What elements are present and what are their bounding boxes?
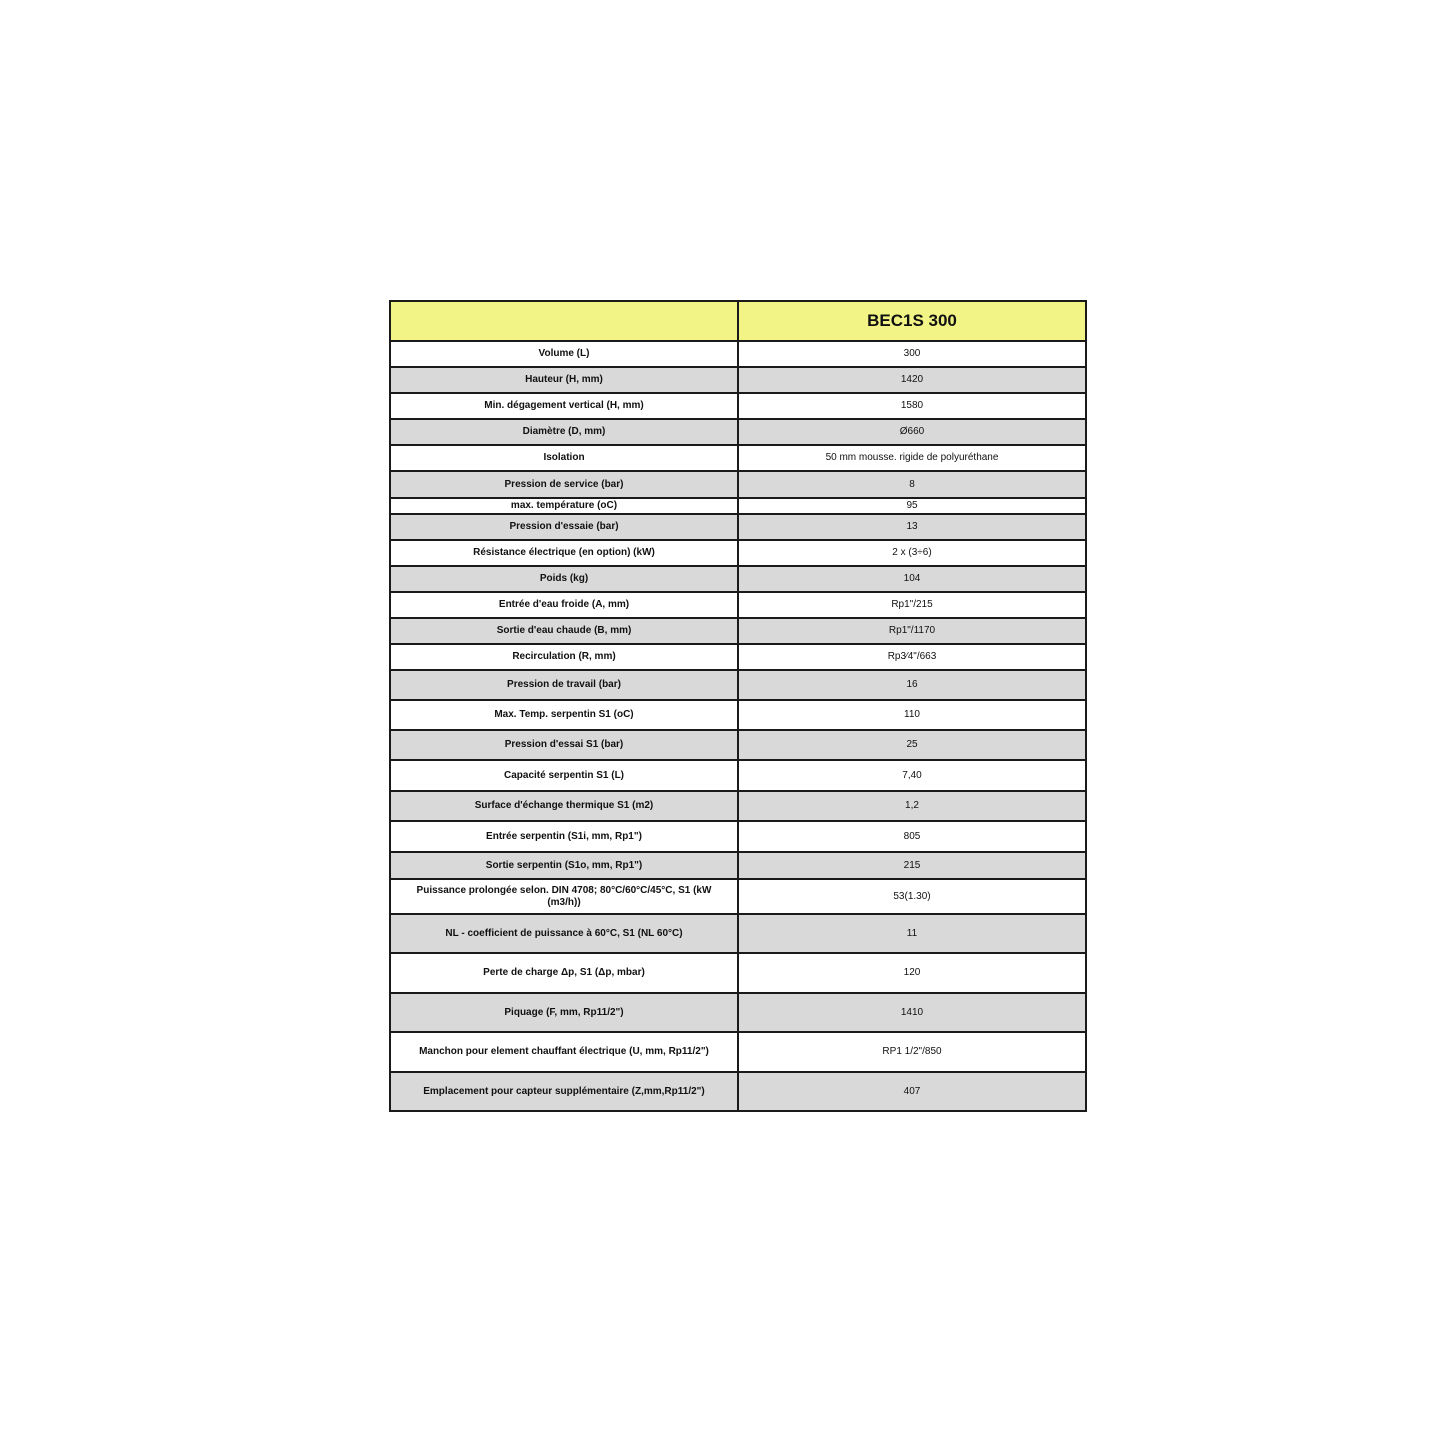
spec-label: Pression d'essaie (bar)	[390, 514, 738, 540]
table-row	[390, 341, 1086, 367]
table-row	[390, 760, 1086, 791]
spec-value: 215	[738, 852, 1086, 879]
spec-value: 805	[738, 821, 1086, 852]
spec-value: 11	[738, 914, 1086, 953]
spec-label: Emplacement pour capteur supplémentaire (Z,mm,Rp11/2")	[390, 1072, 738, 1111]
spec-label: Isolation	[390, 445, 738, 471]
spec-body	[390, 341, 1086, 1111]
table-row	[390, 367, 1086, 393]
spec-value: Ø660	[738, 419, 1086, 445]
table-row	[390, 419, 1086, 445]
table-row	[390, 791, 1086, 821]
spec-label: Hauteur (H, mm)	[390, 367, 738, 393]
spec-label: Piquage (F, mm, Rp11/2")	[390, 993, 738, 1032]
spec-value: 95	[738, 498, 1086, 514]
spec-value: 13	[738, 514, 1086, 540]
spec-value: RP1 1/2"/850	[738, 1032, 1086, 1072]
spec-value: 110	[738, 700, 1086, 730]
spec-label: Puissance prolongée selon. DIN 4708; 80°C/60°C/45°C, S1 (kW (m3/h))	[390, 879, 738, 914]
spec-value: 1,2	[738, 791, 1086, 821]
table-row	[390, 993, 1086, 1032]
table-row	[390, 1032, 1086, 1072]
table-row	[390, 730, 1086, 760]
table-row	[390, 471, 1086, 498]
spec-label: Surface d'échange thermique S1 (m2)	[390, 791, 738, 821]
spec-value: 1580	[738, 393, 1086, 419]
spec-label: Manchon pour element chauffant électrique (U, mm, Rp11/2")	[390, 1032, 738, 1072]
spec-label: Max. Temp. serpentin S1 (oC)	[390, 700, 738, 730]
spec-value: 2 x (3÷6)	[738, 540, 1086, 566]
table-row	[390, 914, 1086, 953]
table-row	[390, 953, 1086, 993]
spec-label: Résistance électrique (en option) (kW)	[390, 540, 738, 566]
spec-label: Recirculation (R, mm)	[390, 644, 738, 670]
spec-label: Perte de charge Δp, S1 (Δp, mbar)	[390, 953, 738, 993]
spec-value: 50 mm mousse. rigide de polyuréthane	[738, 445, 1086, 471]
spec-value: 16	[738, 670, 1086, 700]
spec-value: 7,40	[738, 760, 1086, 791]
spec-value: 25	[738, 730, 1086, 760]
spec-label: Min. dégagement vertical (H, mm)	[390, 393, 738, 419]
table-row	[390, 1072, 1086, 1111]
spec-value: 1420	[738, 367, 1086, 393]
spec-table	[389, 300, 1087, 1112]
spec-value: 407	[738, 1072, 1086, 1111]
spec-value: Rp1"/1170	[738, 618, 1086, 644]
spec-value: 1410	[738, 993, 1086, 1032]
header-row	[390, 301, 1086, 341]
table-row	[390, 670, 1086, 700]
table-row	[390, 514, 1086, 540]
spec-value: 120	[738, 953, 1086, 993]
spec-value: 53(1.30)	[738, 879, 1086, 914]
table-row	[390, 879, 1086, 914]
table-row	[390, 566, 1086, 592]
spec-value: Rp3⁄4"/663	[738, 644, 1086, 670]
spec-value: 104	[738, 566, 1086, 592]
spec-label: Sortie serpentin (S1o, mm, Rp1")	[390, 852, 738, 879]
spec-label: Poids (kg)	[390, 566, 738, 592]
spec-value: Rp1"/215	[738, 592, 1086, 618]
spec-value: 300	[738, 341, 1086, 367]
table-row	[390, 498, 1086, 514]
spec-label: Volume (L)	[390, 341, 738, 367]
spec-label: Diamètre (D, mm)	[390, 419, 738, 445]
spec-label: max. température (oC)	[390, 498, 738, 514]
header-label-cell	[390, 301, 738, 341]
table-row	[390, 821, 1086, 852]
table-row	[390, 592, 1086, 618]
table-row	[390, 393, 1086, 419]
spec-label: Entrée serpentin (S1i, mm, Rp1")	[390, 821, 738, 852]
table-row	[390, 618, 1086, 644]
table-row	[390, 700, 1086, 730]
spec-label: Pression d'essai S1 (bar)	[390, 730, 738, 760]
table-row	[390, 852, 1086, 879]
spec-label: NL - coefficient de puissance à 60°C, S1 (NL 60°C)	[390, 914, 738, 953]
spec-label: Entrée d'eau froide (A, mm)	[390, 592, 738, 618]
table-row	[390, 445, 1086, 471]
table-row	[390, 644, 1086, 670]
table-row	[390, 540, 1086, 566]
spec-label: Capacité serpentin S1 (L)	[390, 760, 738, 791]
spec-label: Sortie d'eau chaude (B, mm)	[390, 618, 738, 644]
spec-value: 8	[738, 471, 1086, 498]
header-model-cell: BEC1S 300	[738, 301, 1086, 341]
spec-label: Pression de service (bar)	[390, 471, 738, 498]
spec-label: Pression de travail (bar)	[390, 670, 738, 700]
